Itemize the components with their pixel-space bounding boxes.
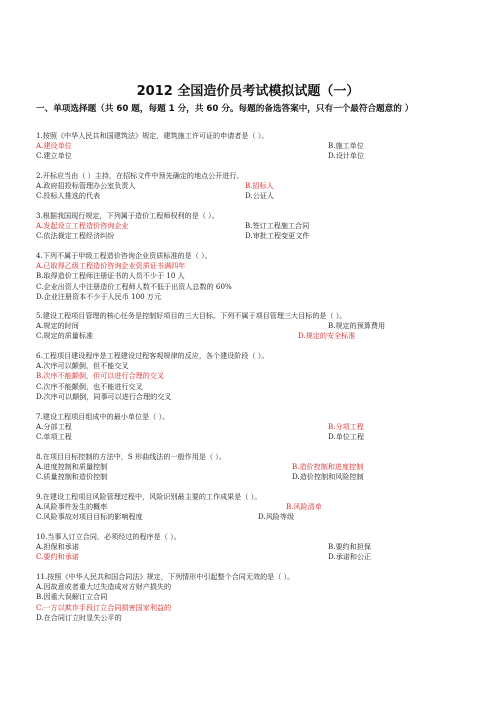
option-a: A.进度控制和质量控制 — [36, 462, 108, 472]
option-d: D.企业注册资本不少于人民币 100 万元 — [36, 291, 162, 301]
question-1 — [36, 131, 466, 162]
option-a: A.政府招投标管理办公室负责人 — [36, 181, 136, 191]
option-c: C.企业出资人中注册造价工程师人数不低于出资人总数的 60% — [36, 281, 232, 291]
question-stem: 9.在建设工程项目风险管理过程中，风险识别最主要的工作成果是（ ）。 — [36, 492, 262, 501]
question-stem: 11.按照《中华人民共和国合同法》规定，下列情形中引起整个合同无效的是（ ）。 — [36, 572, 295, 581]
question-10 — [36, 532, 466, 563]
option-c: C.依法裁定工程经济纠纷 — [36, 231, 115, 241]
option-c: C.次序不能颠倒，也不能进行交叉 — [36, 381, 143, 391]
option-b: B.次序不能颠倒，但可以进行合理的交叉 — [36, 371, 165, 381]
option-b: B.施工单位 — [328, 141, 364, 151]
option-d: D.在合同订立时显失公平的 — [36, 612, 122, 622]
option-b: B.取得造价工程师注册证书的人员不少于 10 人 — [36, 271, 185, 281]
question-3 — [36, 211, 466, 242]
option-d: D.承诺和公正 — [328, 552, 372, 562]
option-a: A.次序可以颠倒，但不能交叉 — [36, 361, 129, 371]
option-d: D.单位工程 — [328, 432, 365, 442]
question-11 — [36, 572, 466, 623]
question-stem: 4.下列不属于甲级工程造价咨询企业资质标准的是（ ）。 — [36, 251, 212, 260]
question-stem: 10.当事人订立合同，必须经过的程序是（ ）。 — [36, 532, 181, 541]
option-a: A.规定的时间 — [36, 321, 79, 331]
option-a: A.发起设立工程造价咨询企业 — [36, 221, 129, 231]
option-d: D.公证人 — [245, 191, 274, 201]
option-a: A.分部工程 — [36, 422, 72, 432]
question-8 — [36, 452, 466, 483]
question-stem: 5.建设工程项目管理的核心任务是控制好项目的三大目标。下列不属于项目管理三大目标的是（ ）。 — [36, 311, 347, 320]
option-b: B.分项工程 — [328, 422, 364, 432]
option-d: D.次序可以颠倒，同事可以进行合理的交叉 — [36, 391, 172, 401]
question-5 — [36, 311, 466, 342]
question-stem: 1.按照《中华人民共和国建筑法》规定，建筑施工许可证的申请者是（ ）。 — [36, 131, 269, 140]
option-b: B.规定的预算费用 — [328, 321, 386, 331]
question-stem: 7.建设工程项目组成中的最小单位是（ ）。 — [36, 412, 170, 421]
option-a: A.风险事件发生的概率 — [36, 502, 108, 512]
option-c: C.一方以欺诈手段订立合同损害国家利益的 — [36, 602, 172, 612]
option-b: B.招标人 — [245, 181, 274, 191]
question-stem: 6.工程项目建设程序是工程建设过程客观规律的反应，各个建设阶段（ ）。 — [36, 351, 269, 360]
option-c: C.规定的质量标准 — [36, 331, 94, 341]
option-c: C.单项工程 — [36, 432, 72, 442]
option-b: B.签订工程施工合同 — [245, 221, 310, 231]
option-b: B.要约和担保 — [328, 542, 371, 552]
option-b: B.风险清单 — [286, 502, 322, 512]
option-d: D.风险等级 — [258, 512, 295, 522]
question-7 — [36, 412, 466, 443]
option-d: D.造价控制和风险控制 — [292, 472, 364, 482]
option-c: C.风险事故对项目目标的影响程度 — [36, 512, 143, 522]
option-b: B.造价控制和进度控制 — [292, 462, 364, 472]
question-4 — [36, 251, 466, 302]
question-stem: 8.在项目目标控制的方法中，S 形曲线法的一般作用是（ ）。 — [36, 452, 226, 461]
question-2 — [36, 171, 466, 202]
option-c: C.要约和承诺 — [36, 552, 79, 562]
question-9 — [36, 492, 466, 523]
option-a: A.因故意或者重大过失造成对方财产损失的 — [36, 582, 172, 592]
option-a: A.担保和承诺 — [36, 542, 79, 552]
option-c: C.建立单位 — [36, 151, 72, 161]
option-d: D.规定的安全标准 — [298, 331, 356, 341]
option-d: D.审批工程变更文件 — [245, 231, 310, 241]
question-stem: 2.开标应当由（ ）主持，在招标文件中预先确定的地点公开进行。 — [36, 171, 244, 180]
question-6 — [36, 351, 466, 402]
option-c: C.质量控制和造价控制 — [36, 472, 108, 482]
option-a: A.建设单位 — [36, 141, 72, 151]
option-a: A.已取得乙级工程造价咨询企业资质证书满四年 — [36, 261, 186, 271]
option-b: B.因重大误解订立合同 — [36, 592, 108, 602]
section-heading: 一、单项选择题（共 60 题，每题 1 分，共 60 分。每题的备选答案中，只有一个最符合题意的 ） — [36, 104, 414, 114]
question-stem: 3.根据我国现行规定，下列属于造价工程师权利的是（ ）。 — [36, 211, 219, 220]
option-d: D.设计单位 — [328, 151, 365, 161]
option-c: C.投标人推选的代表 — [36, 191, 101, 201]
page-title: 2012 全国造价员考试模拟试题（一） — [136, 84, 360, 99]
